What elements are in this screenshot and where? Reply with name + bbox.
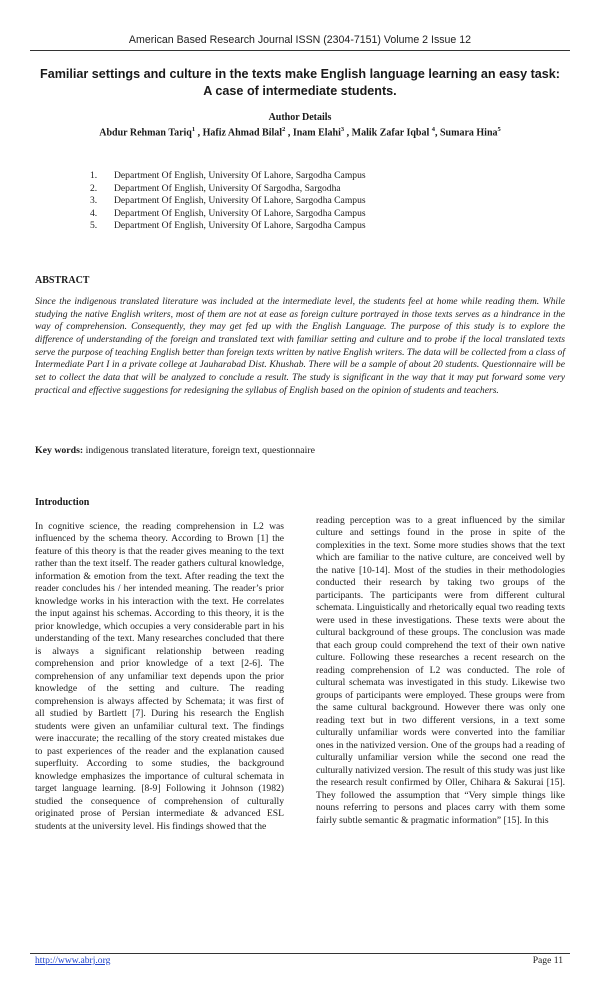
introduction-heading: Introduction [35, 497, 90, 508]
affiliation-text: Department Of English, University Of Sargodha, Sargodha [114, 182, 341, 194]
affiliation-text: Department Of English, University Of Lahore, Sargodha Campus [114, 207, 366, 219]
page-number: Page 11 [532, 955, 563, 966]
author-name: Abdur Rehman Tariq [99, 127, 192, 139]
author-name: Hafiz Ahmad Bilal [202, 127, 283, 139]
keywords [35, 445, 565, 456]
abstract-text: Since the indigenous translated literature was included at the intermediate level, the students feel at home while reading them. While studying the native English writers, most of them are not at ease as foreign culture portrayed in those texts serves as a hindrance in the way of comprehension. Consequently, they may get fed up with the English Language. The purpose of this study is to explore the difference of understanding of the foreign and translated text with familiar setting and culture and to probe if the local translated texts serve the purpose of teaching English better than foreign texts written by native English writers. The data will be collected from a class of Intermediate Part I in a private college at Jauharabad Dist. Khushab. There will be a sample of about 20 students. Questionnaire will be set to collect the data that will be analyzed to conclude a result. The study is significant in the way that it may put forward some very practical and effective suggestions for redesigning the syllabus of English based on the opinion of students and teachers. [35, 296, 565, 396]
affiliation-text: Department Of English, University Of Lahore, Sargodha Campus [114, 170, 366, 181]
author-list [30, 126, 570, 138]
affiliation-number: 5. [90, 220, 98, 232]
author-separator: , [344, 127, 352, 139]
running-header: American Based Research Journal ISSN (2304-7151) Volume 2 Issue 12 [128, 34, 472, 46]
header-divider [30, 50, 570, 51]
paper-title: Familiar settings and culture in the texts make English language learning an easy task: A case of intermediate students. [40, 67, 560, 98]
author-affiliation-number: 2 [282, 126, 286, 133]
affiliation-number: 1. [90, 170, 98, 181]
affiliation-number: 4. [90, 207, 98, 219]
keywords-label: Key words: [35, 445, 84, 456]
affiliation-item [90, 170, 366, 183]
affiliation-number: 2. [90, 182, 98, 194]
journal-website-link[interactable]: http://www.abrj.org [35, 955, 111, 966]
introduction-left-column: In cognitive science, the reading comprehension in L2 was influenced by the schema theory. According to Brown [1] the feature of this theory is that the reader gives meaning to the text rather than the text itself. The reader gathers cultural knowledge, information & emotion from the text. After reading the text the reader concludes his / her intended meaning. The reader’s prior knowledge works in his interaction with the text. He correlates the input against his schemas. According to this theory, it is the prior knowledge, which occupies a very considerable part in his understanding of the text. Many researches concluded that there is always a significant relationship between reading comprehension and prior knowledge of a text [2-6]. The comprehension of any unfamiliar text depends upon the prior knowledge of the setting and culture. The reading comprehension is always affected by Schemata; it was first of all studied by Bartlett [7]. During his research the English students were given an unfamiliar cultural text. The findings were inaccurate; the recalling of the story created mistakes due to past experiences of the reader and the explanation caused superfluity. According to some studies, the background knowledge emphasizes the importance of cultural schemata in target language learning. [8-9] Following it Johnson (1982) studied the consequence of comprehension of culturally originated prose of Persian intermediate & advanced ESL students at the university level. His findings showed that the [35, 521, 284, 832]
author-name: Inam Elahi [292, 127, 341, 139]
affiliation-item [90, 183, 366, 196]
affiliation-list [90, 170, 366, 233]
affiliation-text: Department Of English, University Of Lahore, Sargodha Campus [114, 195, 366, 207]
author-separator: , [435, 127, 440, 139]
affiliation-item [90, 220, 366, 233]
introduction-right-column: reading perception was to a great influenced by the similar culture and settings found in the prose in spite of the complexities in the text. Some more studies shows that the text which are familiar to the native culture, are conceived well by the native [10-14]. Most of the studies in their methodologies conducted their research by taking two groups of the participants. The participants were from different cultural schemata. Linguistically and rhetorically equal two reading texts were used in these investigations. These texts were about the cultural background of these groups. The conclusion was made that each group could comprehend the text of their own native culture. Following these researches a recent research on the reading comprehension of L2 was conducted. The role of cultural schemata was investigated in this study. Likewise two groups of participants were employed. These groups were from the same cultural background. However there was only one reading text but in two different versions, in a text some culturally unfamiliar words were converted into the familiar ones in the nativized version. One of the groups had a reading of culturally unfamiliar version while the second one read the culturally nativized version. The result of this study was just like the research result confirmed by Oller, Chihara & Sakurai [15]. They followed the assumption that “Very simple things like nouns referring to persons and places carry with them some fairly subtle semantic & pragmatic information” [15]. In this [316, 515, 565, 826]
author-affiliation-number: 4 [431, 126, 435, 133]
author-name: Sumara Hina [440, 127, 498, 139]
affiliation-text: Department Of English, University Of Lahore, Sargodha Campus [114, 220, 366, 232]
author-name: Malik Zafar Iqbal [351, 127, 432, 139]
abstract-heading: ABSTRACT [35, 275, 90, 286]
author-affiliation-number: 3 [340, 126, 345, 133]
author-affiliation-number: 5 [497, 126, 501, 133]
affiliation-item [90, 208, 366, 221]
author-separator: , [285, 127, 293, 139]
footer-divider [30, 953, 570, 954]
author-affiliation-number: 1 [191, 126, 196, 133]
author-separator: , [195, 127, 203, 139]
affiliation-number: 3. [90, 195, 98, 207]
author-details-heading: Author Details [268, 112, 332, 123]
keywords-text: indigenous translated literature, foreign text, questionnaire [83, 445, 315, 456]
affiliation-item [90, 195, 366, 208]
